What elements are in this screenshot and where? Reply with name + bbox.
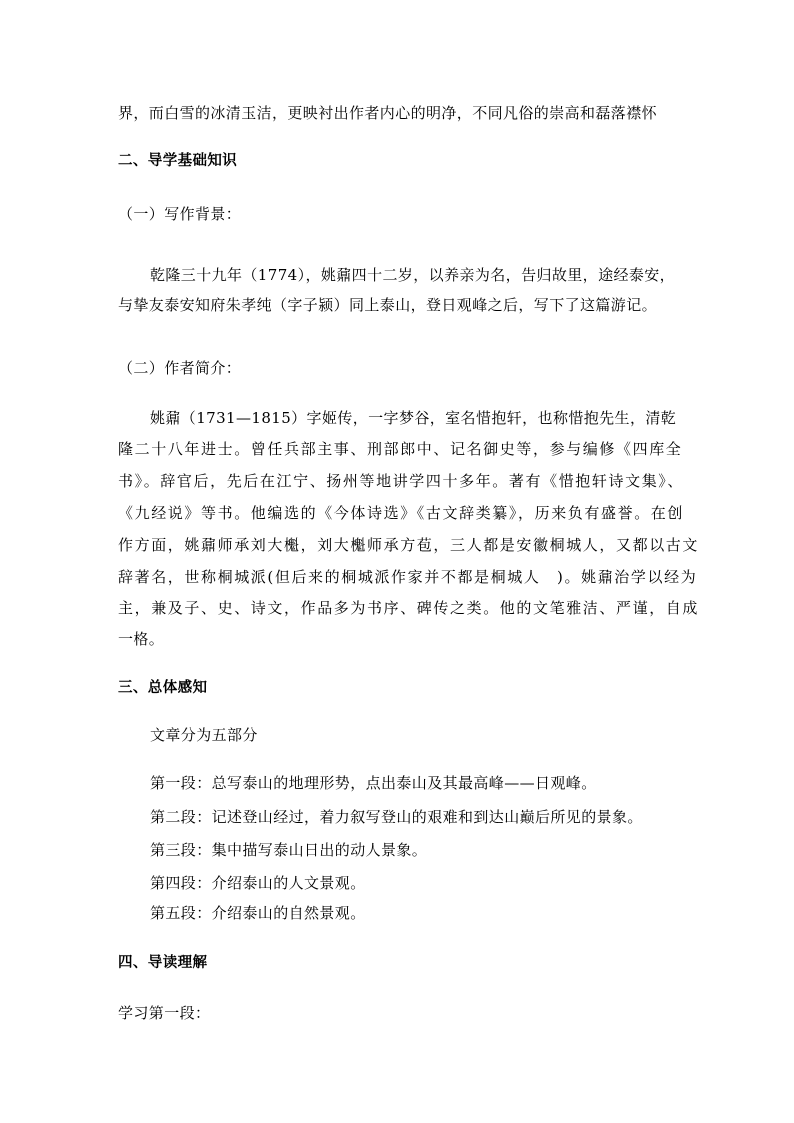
background-line-1: 乾隆三十九年（1774），姚鼐四十二岁，以养亲为名，告归故里，途经泰安，: [150, 266, 676, 284]
author-line-5: 作方面，姚鼐师承刘大櫆，刘大櫆师承方苞，三人都是安徽桐城人，又都以古文: [118, 536, 700, 554]
part-2: 第二段：记述登山经过，着力叙写登山的艰难和到达山巅后所见的景象。: [150, 808, 643, 826]
intro-tail-line: 界，而白雪的冰清玉洁，更映衬出作者内心的明净，不同凡俗的崇高和磊落襟怀: [118, 104, 658, 122]
author-line-4: 《九经说》等书。他编选的《今体诗选》《古文辞类纂》，历来负有盛誉。在创: [118, 504, 685, 522]
author-heading: （二）作者简介：: [118, 359, 242, 377]
section-3-heading: 三、总体感知: [118, 680, 208, 696]
part-1: 第一段：总写泰山的地理形势，点出泰山及其最高峰——日观峰。: [150, 774, 597, 792]
section-4-heading: 四、导读理解: [118, 955, 208, 971]
background-heading: （一）写作背景：: [118, 205, 242, 223]
part-3: 第三段：集中描写泰山日出的动人景象。: [150, 841, 428, 859]
author-line-6: 辞著名，世称桐城派(但后来的桐城派作家并不都是桐城人 )。姚鼐治学以经为: [118, 568, 698, 586]
author-line-2: 隆二十八年进士。曾任兵部主事、刑部郎中、记名御史等，参与编修《四库全: [118, 440, 683, 458]
author-line-3: 书》。辞官后，先后在江宁、扬州等地讲学四十多年。著有《惜抱轩诗文集》、: [118, 472, 685, 490]
background-line-2: 与挚友泰安知府朱孝纯（字子颍）同上泰山，登日观峰之后，写下了这篇游记。: [118, 296, 658, 314]
part-5: 第五段：介绍泰山的自然景观。: [150, 904, 366, 922]
part-4: 第四段：介绍泰山的人文景观。: [150, 874, 366, 892]
author-line-8: 一格。: [118, 630, 165, 648]
author-line-7: 主，兼及子、史、诗文，作品多为书序、碑传之类。他的文笔雅洁、严谨，自成: [118, 599, 700, 617]
section-4-subheading: 学习第一段：: [118, 1004, 211, 1022]
section-2-heading: 二、导学基础知识: [118, 153, 238, 169]
author-line-1: 姚鼐（1731—1815）字姬传，一字梦谷，室名惜抱轩，也称惜抱先生，清乾: [150, 409, 677, 427]
section-3-subheading: 文章分为五部分: [150, 726, 258, 744]
